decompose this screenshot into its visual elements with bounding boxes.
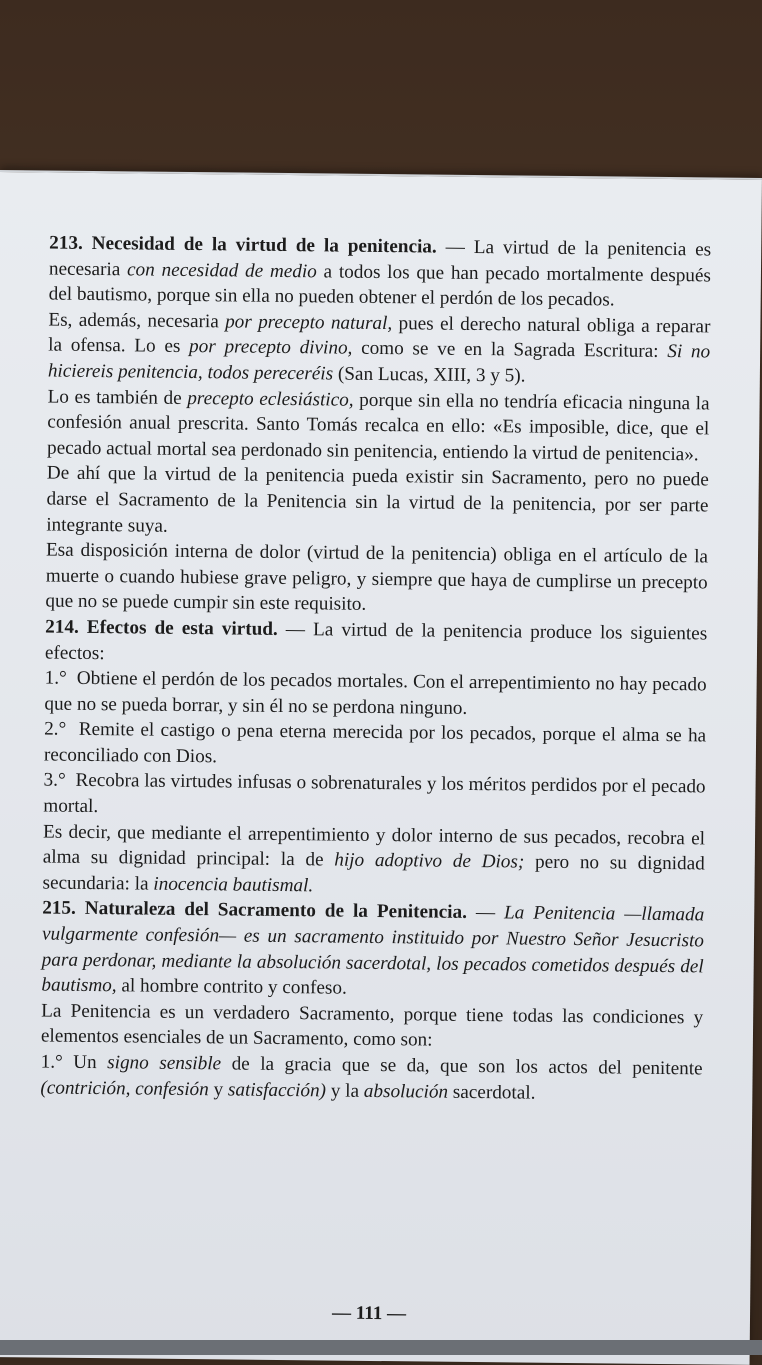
item-marker: 3.° bbox=[43, 769, 66, 792]
intro-text: La virtud de la penitencia produce los siguientes efectos: bbox=[44, 619, 708, 664]
italic-text: satisfacción) bbox=[227, 1079, 327, 1102]
text-run: pues el derecho natural obliga a reparar la ofensa. Lo es bbox=[48, 312, 711, 358]
italic-text: La Penitencia —llamada vulgarmente bbox=[41, 902, 705, 946]
text-run: sacerdotal. bbox=[447, 1081, 536, 1104]
italic-text: — es un sacramento instituido por Nuestro Señor Jesucristo para perdonar, mediante la absolución sacerdotal, los pecados cometidos después del bautismo, bbox=[41, 925, 705, 997]
text-run: Lo es también de bbox=[47, 386, 188, 409]
paragraph: Esa disposición interna de dolor (virtud de la penitencia) obliga en el artículo de la muerte o cuando hubiese grave peligro, y siempre que haya de cumplirse un precepto que no se puede cumpir sin este requisito. bbox=[45, 539, 709, 616]
section-title: Naturaleza del Sacramento de la Penitencia. bbox=[84, 898, 468, 924]
book-page bbox=[0, 170, 762, 1365]
text-run: como se ve en la Sagrada Escritura: bbox=[352, 338, 668, 363]
section-number: 215. bbox=[42, 897, 76, 920]
text-run: y la bbox=[325, 1080, 364, 1102]
paragraph bbox=[48, 307, 711, 391]
italic-text: absolución bbox=[363, 1080, 449, 1103]
page-number: — 111 — bbox=[331, 1302, 407, 1325]
dash: — bbox=[277, 618, 314, 641]
text-run: (San Lucas, XIII, 3 y 5). bbox=[333, 363, 526, 387]
section-title: Efectos de esta virtud. bbox=[86, 616, 278, 640]
page-edge-shadow bbox=[0, 1340, 762, 1355]
text-run: pero no su dignidad secundaria: la bbox=[42, 851, 705, 895]
italic-text: hijo adoptivo de Dios; bbox=[334, 849, 525, 873]
text-run: Es, además, necesaria bbox=[48, 309, 226, 333]
text-run: Es decir, que mediante el arrepentimiento y dolor interno de sus pecados, recobra el alma su dignidad principal: la de bbox=[42, 821, 706, 871]
effect-item bbox=[44, 666, 706, 724]
dash: — bbox=[436, 236, 474, 258]
italic-text: por precepto divino, bbox=[189, 336, 353, 360]
effect-item bbox=[43, 768, 705, 826]
paragraph bbox=[47, 384, 710, 468]
italic-text: inocencia bautismal. bbox=[153, 873, 314, 897]
dash: — bbox=[466, 902, 505, 924]
text-run: y bbox=[208, 1078, 229, 1101]
text-run: de la gracia que se da, que son los actos del penitente bbox=[221, 1053, 703, 1080]
item-text: Recobra las virtudes infusas o sobrenaturales y los méritos perdidos por el pecado mortal. bbox=[43, 770, 706, 818]
italic-text: precepto eclesiástico, bbox=[187, 387, 354, 411]
text-run: al hombre contrito y confeso. bbox=[116, 975, 347, 999]
item-text: Remite el castigo o pena eterna merecida por los pecados, porque el alma se ha reconciliado con Dios. bbox=[43, 719, 707, 768]
item-marker: 1.° bbox=[44, 667, 67, 689]
paragraph: La Penitencia es un verdadero Sacramento, porque tiene todas las condiciones y elementos esenciales de un Sacramento, como son: bbox=[40, 1000, 704, 1051]
paragraph bbox=[42, 819, 705, 903]
text-run: porque sin ella no tendría eficacia ninguna la confesión anual prescrita. Santo Tomás recalca en ello: «Es imposible, dice, que el pecado actual mortal sea perdonado sin penitencia, entiendo la virtud de penitencia». bbox=[46, 389, 710, 466]
section-214-heading-paragraph bbox=[45, 614, 707, 672]
section-title: Necesidad de la virtud de la penitencia. bbox=[91, 232, 437, 258]
paragraph: De ahí que la virtud de la penitencia pueda existir sin Sacramento, pero no puede darse el Sacramento de la Penitencia sin la virtud de la penitencia, por ser parte integrante suya. bbox=[46, 462, 709, 537]
item-text: Obtiene el perdón de los pecados mortales. Con el arrepentimiento no hay pecado que no se pueda borrar, y sin él no se perdona ninguno. bbox=[44, 667, 707, 719]
text-run: a todos los que han pecado mortalmente después del bautismo, porque sin ella no pueden obtener el perdón de los pecados. bbox=[48, 260, 712, 311]
section-215-heading-paragraph bbox=[41, 896, 704, 1005]
section-213-heading-paragraph bbox=[49, 231, 712, 315]
italic-text: con necesidad de medio bbox=[126, 258, 317, 282]
section-number: 213. bbox=[49, 232, 83, 254]
text-run: 1.° bbox=[40, 1051, 74, 1073]
italic-text: por precepto natural, bbox=[225, 311, 393, 334]
italic-text: (contrición, confesión bbox=[40, 1077, 209, 1100]
italic-text: signo sensible bbox=[107, 1052, 222, 1075]
item-marker: 2.° bbox=[44, 718, 67, 741]
text-run: Un bbox=[73, 1051, 108, 1074]
effect-item bbox=[44, 717, 706, 775]
section-number: 214. bbox=[45, 616, 79, 638]
paragraph bbox=[40, 1049, 702, 1107]
italic-text: Si no hiciereis penitencia, todos pereceréis bbox=[47, 341, 711, 385]
italic-text: confesión bbox=[145, 924, 220, 947]
text-run: La virtud de la penitencia es necesaria bbox=[48, 236, 712, 280]
page-content bbox=[40, 231, 712, 1325]
